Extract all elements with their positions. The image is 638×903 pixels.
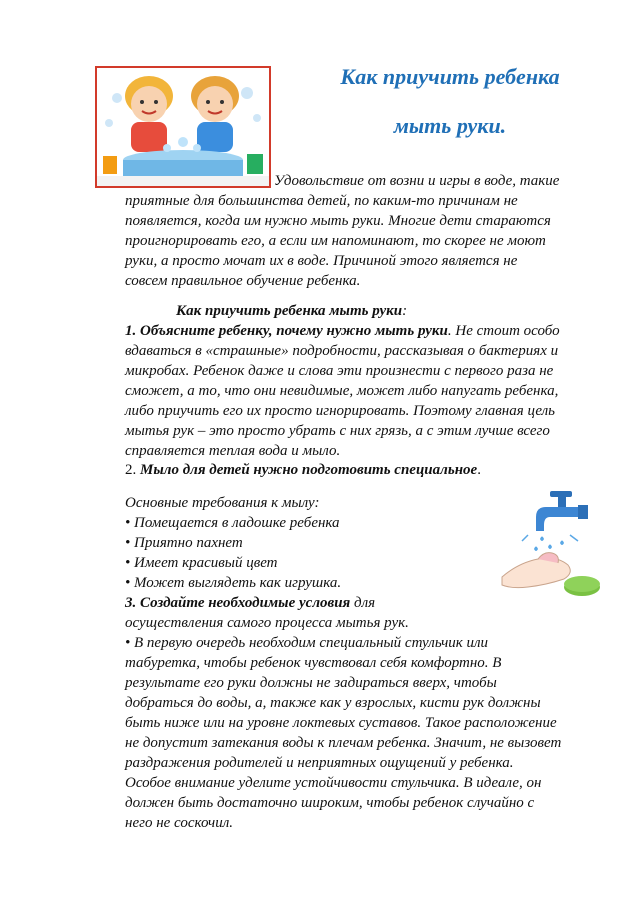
section3-line: должен быть достаточно широким, чтобы ребенок случайно с	[125, 795, 535, 811]
section1-line: либо приучить его их просто игнорировать. Поэтому главная цель	[125, 403, 555, 419]
intro-line: совсем правильное обучение ребенка.	[125, 273, 361, 289]
section3-line: • В первую очередь необходим специальный стульчик или	[125, 635, 489, 651]
subheading-colon: :	[402, 303, 408, 319]
intro-line: появляется, когда им нужно мыть руки. Многие дети стараются	[125, 213, 551, 229]
requirements-heading: Основные требования к мылу:	[125, 495, 320, 511]
section3-line: него не соскочил.	[125, 815, 233, 831]
requirement-item: • Помещается в ладошке ребенка	[125, 515, 340, 531]
section3-line: Особое внимание уделите устойчивости стульчика. В идеале, он	[125, 775, 542, 791]
section1-line-rest: . Не стоит особо	[447, 323, 560, 339]
page-title-line-2: мыть руки.	[393, 113, 507, 138]
requirement-item: • Приятно пахнет	[125, 535, 243, 551]
section3-line	[125, 594, 375, 613]
section3-line: осуществления самого процесса мытья рук.	[125, 615, 409, 631]
faucet-hands-illustration	[498, 487, 604, 605]
intro-line: проигнорировать его, а если им напоминают, то скорее не моют	[125, 233, 546, 249]
children-washing-illustration	[95, 66, 271, 188]
section2-line	[125, 461, 481, 480]
intro-line: приятные для большинства детей, по каким-то причинам не	[125, 193, 518, 209]
section1-line: микробах. Ребенок даже и слова эти произнести с первого раза не	[125, 363, 554, 379]
page-title-line-1: Как приучить ребенка	[340, 64, 560, 89]
intro-line: Удовольствие от возни и игры в воде, такие	[274, 173, 560, 189]
subheading-text: Как приучить ребенка мыть руки	[176, 303, 403, 319]
intro-line: руки, а просто мочат их в воде. Причиной этого является не	[125, 253, 518, 269]
section3-line: добраться до воды, а, также как у взрослых, кисти рук должны	[125, 695, 541, 711]
section1-line: вдаваться в «страшные» подробности, рассказывая о бактериях и	[125, 343, 559, 359]
section3-line: быть ниже или на уровне локтевых суставов. Такое расположение	[125, 715, 557, 731]
section3-line: табуретка, чтобы ребенок чувствовал себя комфортно. В	[125, 655, 502, 671]
section1-heading: 1. Объясните ребенку, почему нужно мыть руки	[125, 323, 448, 339]
section3-line: результате его руки должны не задираться вверх, чтобы	[125, 675, 497, 691]
requirement-item: • Имеет красивый цвет	[125, 555, 278, 571]
requirement-item: • Может выглядеть как игрушка.	[125, 575, 342, 591]
section3-line-rest: для	[350, 595, 376, 611]
section1-line	[125, 322, 560, 341]
section2-heading: Мыло для детей нужно подготовить специальное	[140, 462, 478, 478]
section3-line: не допустит затекания воды к плечам ребенка. Значит, не вызовет	[125, 735, 562, 751]
section3-line: раздражения родителей и неприятных ощущений у ребенка.	[125, 755, 514, 771]
section1-line: сможет, а то, что они невидимые, может либо напугать ребенка,	[125, 383, 559, 399]
subheading	[176, 302, 407, 321]
section1-line: справляется теплая вода и мыло.	[125, 443, 341, 459]
section1-line: мытья рук – это просто убрать с них грязь, а с этим лучше всего	[125, 423, 550, 439]
section2-end: .	[477, 462, 481, 478]
section3-heading: 3. Создайте необходимые условия	[125, 595, 351, 611]
section2-number: 2.	[125, 462, 140, 478]
